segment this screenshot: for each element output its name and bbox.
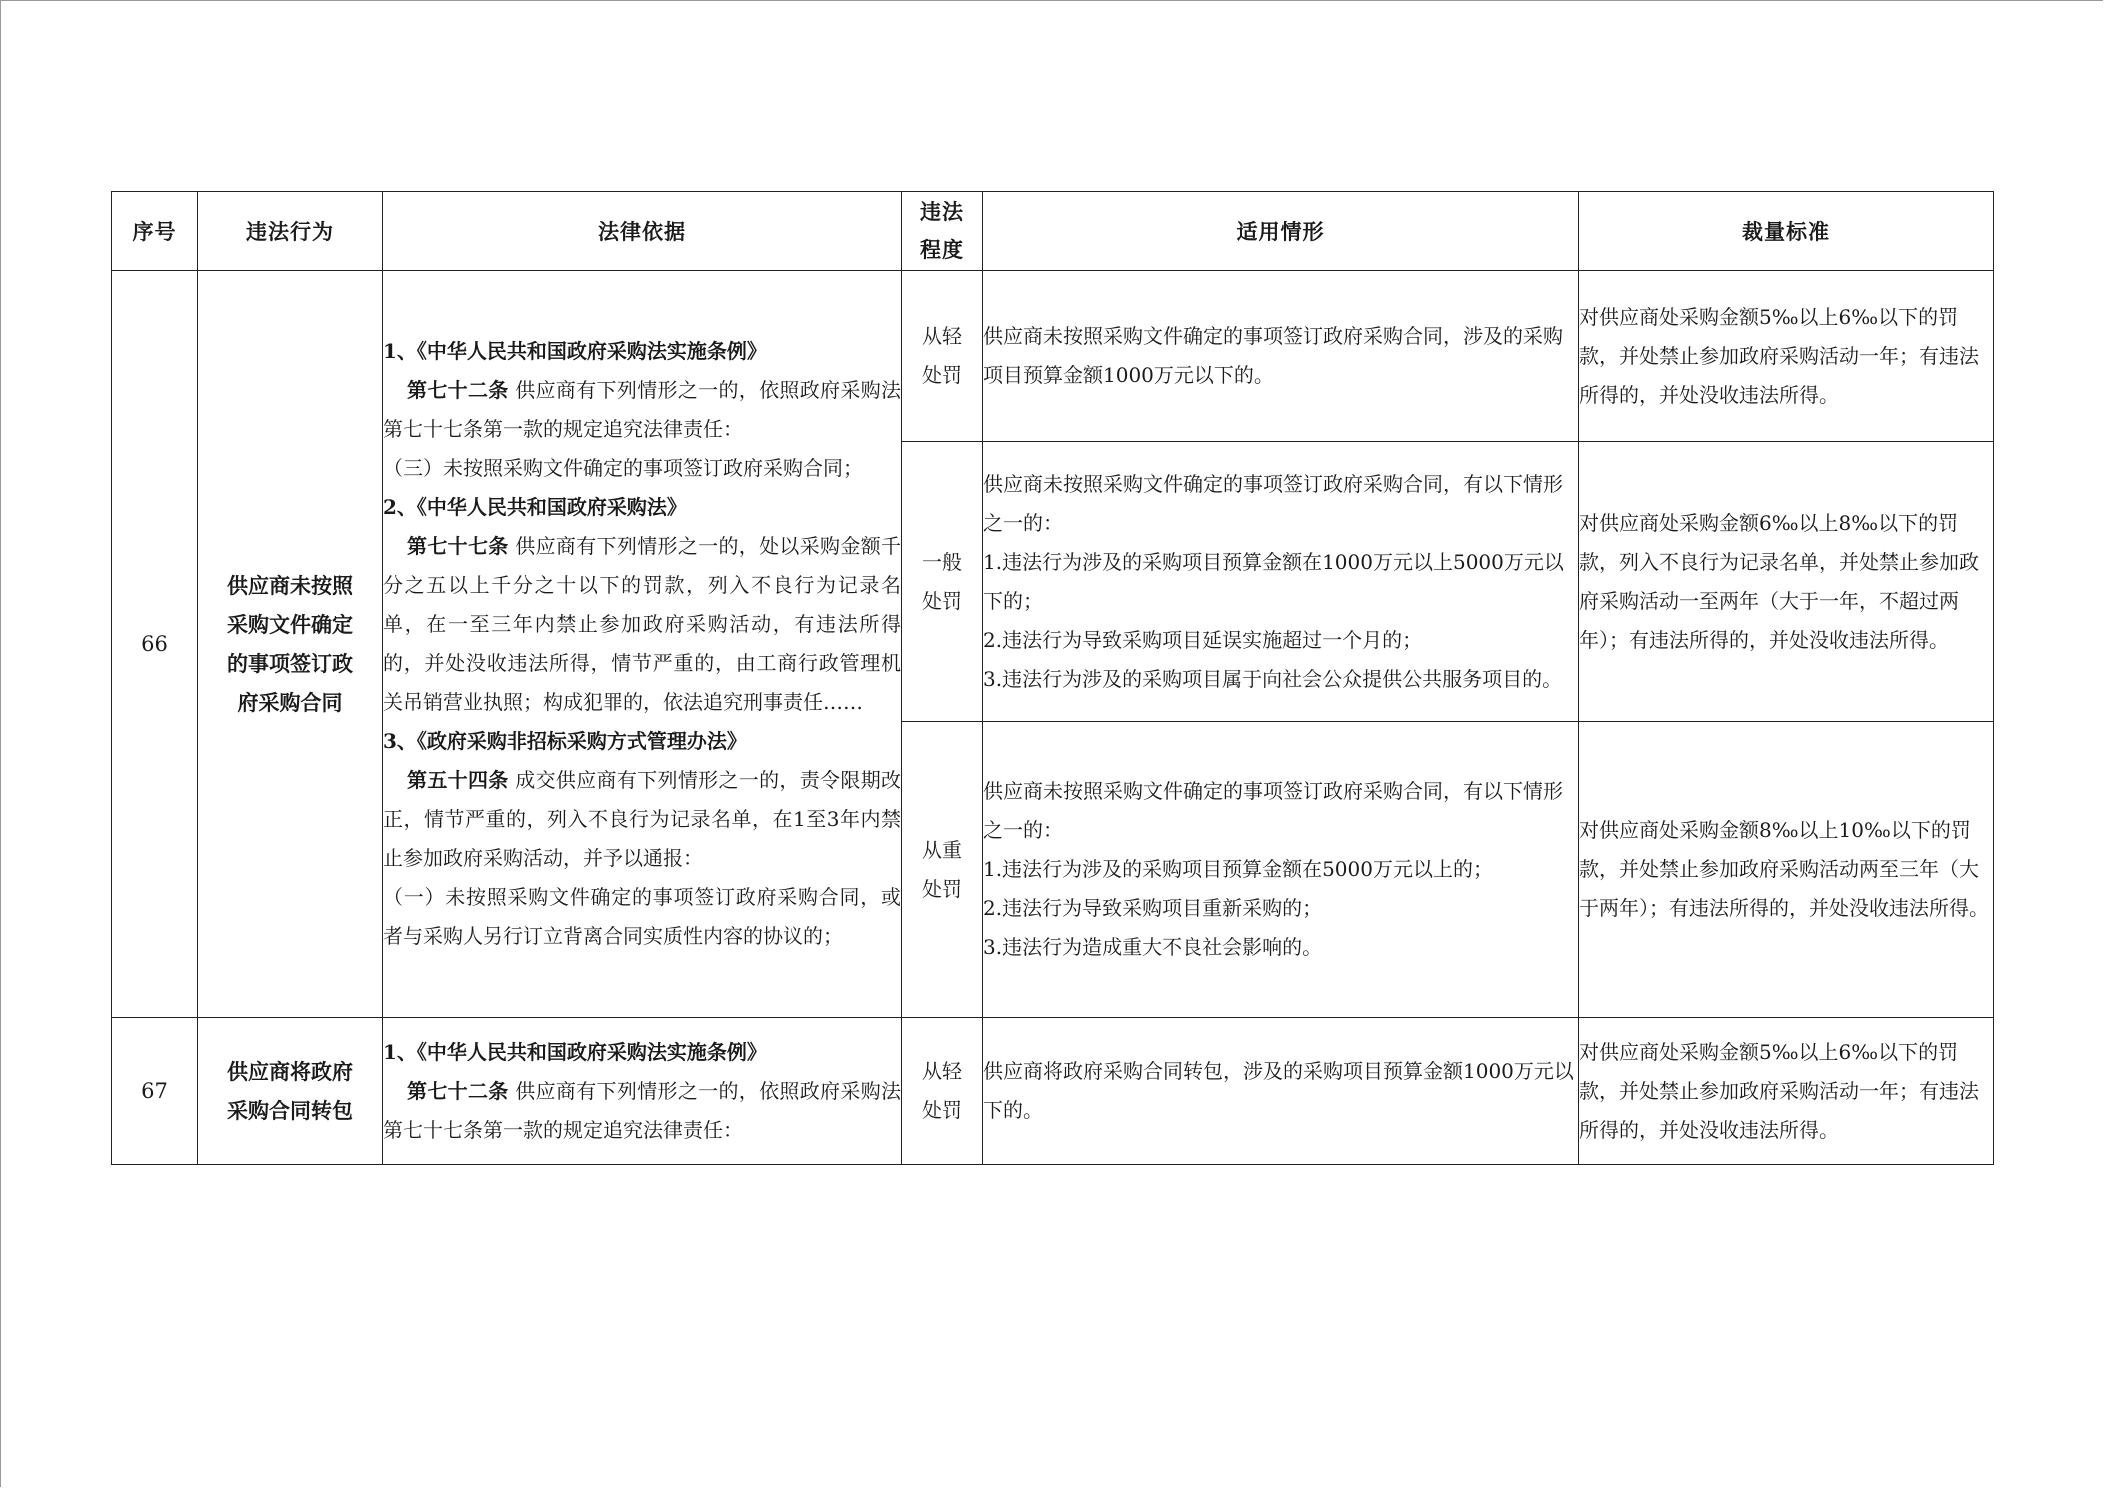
law-article: 第七十二条 供应商有下列情形之一的，依照政府采购法第七十七条第一款的规定追究法律责任：: [383, 1078, 902, 1142]
law-clause: （一）未按照采购文件确定的事项签订政府采购合同，或者与采购人另行订立背离合同实质性内容的协议的；: [383, 885, 901, 948]
law-title: 1、《中华人民共和国政府采购法实施条例》: [383, 339, 767, 363]
law-article: 第五十四条 成交供应商有下列情形之一的，责令限期改正，情节严重的，列入不良行为记录名单，在1至3年内禁止参加政府采购活动，并予以通报：: [383, 768, 902, 870]
header-degree: [902, 192, 983, 271]
row-violation: 供应商将政府 采购合同转包: [198, 1018, 383, 1165]
header-degree-line1: 违法: [920, 199, 964, 224]
row-legal-basis: [383, 271, 902, 1018]
law-title: 3、《政府采购非招标采购方式管理办法》: [383, 729, 747, 753]
standard-light: 对供应商处采购金额5‰以上6‰以下的罚款，并处禁止参加政府采购活动一年；有违法所得的，并处没收违法所得。: [1579, 271, 1994, 442]
situation-heavy: 供应商未按照采购文件确定的事项签订政府采购合同，有以下情形之一的： 1.违法行为涉及的采购项目预算金额在5000万元以上的； 2.违法行为导致采购项目重新采购的； 3.违法行为造成重大不良社会影响的。: [983, 722, 1579, 1018]
row-seq: 67: [112, 1018, 198, 1165]
row-violation: 供应商未按照 采购文件确定 的事项签订政 府采购合同: [198, 271, 383, 1018]
standard-light: 对供应商处采购金额5‰以上6‰以下的罚款，并处禁止参加政府采购活动一年；有违法所得的，并处没收违法所得。: [1579, 1018, 1994, 1165]
header-standard: 裁量标准: [1579, 192, 1994, 271]
header-seq: 序号: [112, 192, 198, 271]
row-legal-basis: [383, 1018, 902, 1165]
law-title: 1、《中华人民共和国政府采购法实施条例》: [383, 1039, 767, 1064]
row-seq: 66: [112, 271, 198, 1018]
law-title: 2、《中华人民共和国政府采购法》: [383, 495, 687, 519]
standard-heavy: 对供应商处采购金额8‰以上10‰以下的罚款，并处禁止参加政府采购活动两至三年（大于两年）；有违法所得的，并处没收违法所得。: [1579, 722, 1994, 1018]
law-article: 第七十七条 供应商有下列情形之一的，处以采购金额千分之五以上千分之十以下的罚款，列入不良行为记录名单，在一至三年内禁止参加政府采购活动，有违法所得的，并处没收违法所得，情节严重的，由工商行政管理机关吊销营业执照；构成犯罪的，依法追究刑事责任……: [383, 534, 902, 714]
degree-normal: 一般 处罚: [902, 442, 983, 722]
table-row: [112, 271, 1994, 442]
situation-light: 供应商未按照采购文件确定的事项签订政府采购合同，涉及的采购项目预算金额1000万元以下的。: [983, 271, 1579, 442]
law-article: 第七十二条 供应商有下列情形之一的，依照政府采购法第七十七条第一款的规定追究法律责任：: [383, 378, 902, 441]
situation-normal: 供应商未按照采购文件确定的事项签订政府采购合同，有以下情形之一的： 1.违法行为涉及的采购项目预算金额在1000万元以上5000万元以下的； 2.违法行为导致采购项目延误实施超过一个月的； 3.违法行为涉及的采购项目属于向社会公众提供公共服务项目的。: [983, 442, 1579, 722]
header-row: [112, 192, 1994, 271]
discretion-standards-table: [111, 191, 1994, 1165]
degree-light: 从轻 处罚: [902, 271, 983, 442]
law-clause: （三）未按照采购文件确定的事项签订政府采购合同；: [383, 456, 863, 480]
header-basis: 法律依据: [383, 192, 902, 271]
standard-normal: 对供应商处采购金额6‰以上8‰以下的罚款，列入不良行为记录名单，并处禁止参加政府采购活动一至两年（大于一年，不超过两年）；有违法所得的，并处没收违法所得。: [1579, 442, 1994, 722]
header-situation: 适用情形: [983, 192, 1579, 271]
degree-heavy: 从重 处罚: [902, 722, 983, 1018]
table-row: [112, 1018, 1994, 1165]
header-act: 违法行为: [198, 192, 383, 271]
degree-light: 从轻 处罚: [902, 1018, 983, 1165]
situation-light: 供应商将政府采购合同转包，涉及的采购项目预算金额1000万元以下的。: [983, 1018, 1579, 1165]
header-degree-line2: 程度: [920, 237, 964, 262]
